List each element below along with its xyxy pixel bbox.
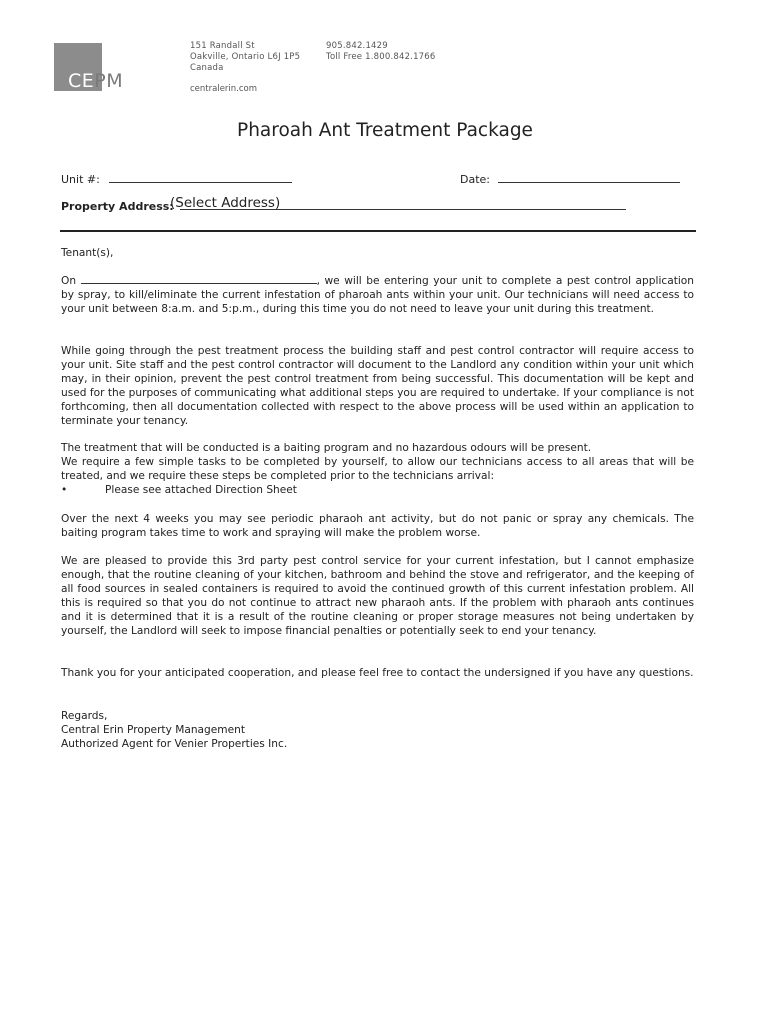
para3a-text: The treatment that will be conducted is a baiting program and no hazardous odours will be present. [61,442,592,454]
logo-text-pm: PM [94,70,124,92]
property-field [61,200,626,213]
signature-line-1: Central Erin Property Management [61,724,245,736]
paragraph-3 [61,441,694,497]
logo-text-ce: CE [68,70,95,92]
bullet-icon: • [61,484,68,496]
unit-label: Unit #: [61,173,100,186]
paragraph-2 [61,344,694,428]
logo-wordmark [68,70,123,92]
para5-text: We are pleased to provide this 3rd party pest control service for your current infestation, but I cannot emphasize enough, that the routine cleaning of your kitchen, bathroom and behind the stove and refrigerator, and the keeping of all food sources in sealed containers is required to avoid the continued growth of this current infestation problem. All this is required so that you do not continue to attract new pharaoh ants. If the problem with pharaoh ants continues and it is determined that it is a result of the routine cleaning or proper storage measures not being undertaken by yourself, the Landlord will seek to impose financial penalties or potentially seek to end your tenancy. [61,555,694,637]
para4-text: Over the next 4 weeks you may see periodic pharaoh ant activity, but do not panic or spray any chemicals. The baiting program takes time to work and spraying will make the problem worse. [61,513,694,539]
date-field [460,173,680,186]
para6-text: Thank you for your anticipated cooperation, and please feel free to contact the undersigned if you have any questions. [61,667,694,679]
phone-line: 905.842.1429 [326,41,388,51]
date-label: Date: [460,173,490,186]
unit-input[interactable] [109,173,292,183]
list-item [61,483,694,497]
address-block [190,41,300,74]
para2-text: While going through the pest treatment process the building staff and pest control contractor will require access to your unit. Site staff and the pest control contractor will document to the Landlord any condition within your unit which may, in their opinion, prevent the pest control treatment from being successful. This documentation will be kept and used for the purposes of communicating what additional steps you are required to undertake. If your compliance is not forthcoming, then all documentation collected with respect to the above process will be used within an application to terminate your tenancy. [61,345,694,427]
website-text: centralerin.com [190,84,258,94]
para3b-text: We require a few simple tasks to be completed by yourself, to allow our technicians access to all areas that will be treated, and we require these steps be completed prior to the technicians arrival: [61,456,694,482]
para1-prefix: On [61,275,77,287]
phone-block [326,41,436,63]
signature-line-2: Authorized Agent for Venier Properties Inc. [61,738,288,750]
paragraph-4 [61,512,694,540]
paragraph-6 [61,666,694,680]
greeting: Tenant(s), [61,247,114,259]
phone-line: Toll Free 1.800.842.1766 [326,52,436,62]
address-line: Canada [190,63,224,73]
paragraph-1 [61,274,694,316]
treatment-date-input[interactable] [81,274,317,284]
page-title: Pharoah Ant Treatment Package [237,120,533,141]
divider [60,230,696,232]
para1-text: , we will be entering your unit to complete a pest control application by spray, to kill/eliminate the current infestation of pharoah ants within your unit. Our technicians will need access to your unit between 8:a.m. and 5:p.m., during this time you do not need to leave your unit during this treatment. [61,275,694,315]
signature-block [61,709,694,751]
unit-field [61,173,292,186]
paragraph-5 [61,554,694,638]
property-address-value[interactable]: (Select Address) [170,195,281,211]
address-line: 151 Randall St [190,41,255,51]
address-line: Oakville, Ontario L6J 1P5 [190,52,301,62]
closing-text: Regards, [61,710,108,722]
bullet-text: Please see attached Direction Sheet [105,484,297,496]
date-input[interactable] [498,173,680,183]
property-label: Property Address: [61,200,174,213]
